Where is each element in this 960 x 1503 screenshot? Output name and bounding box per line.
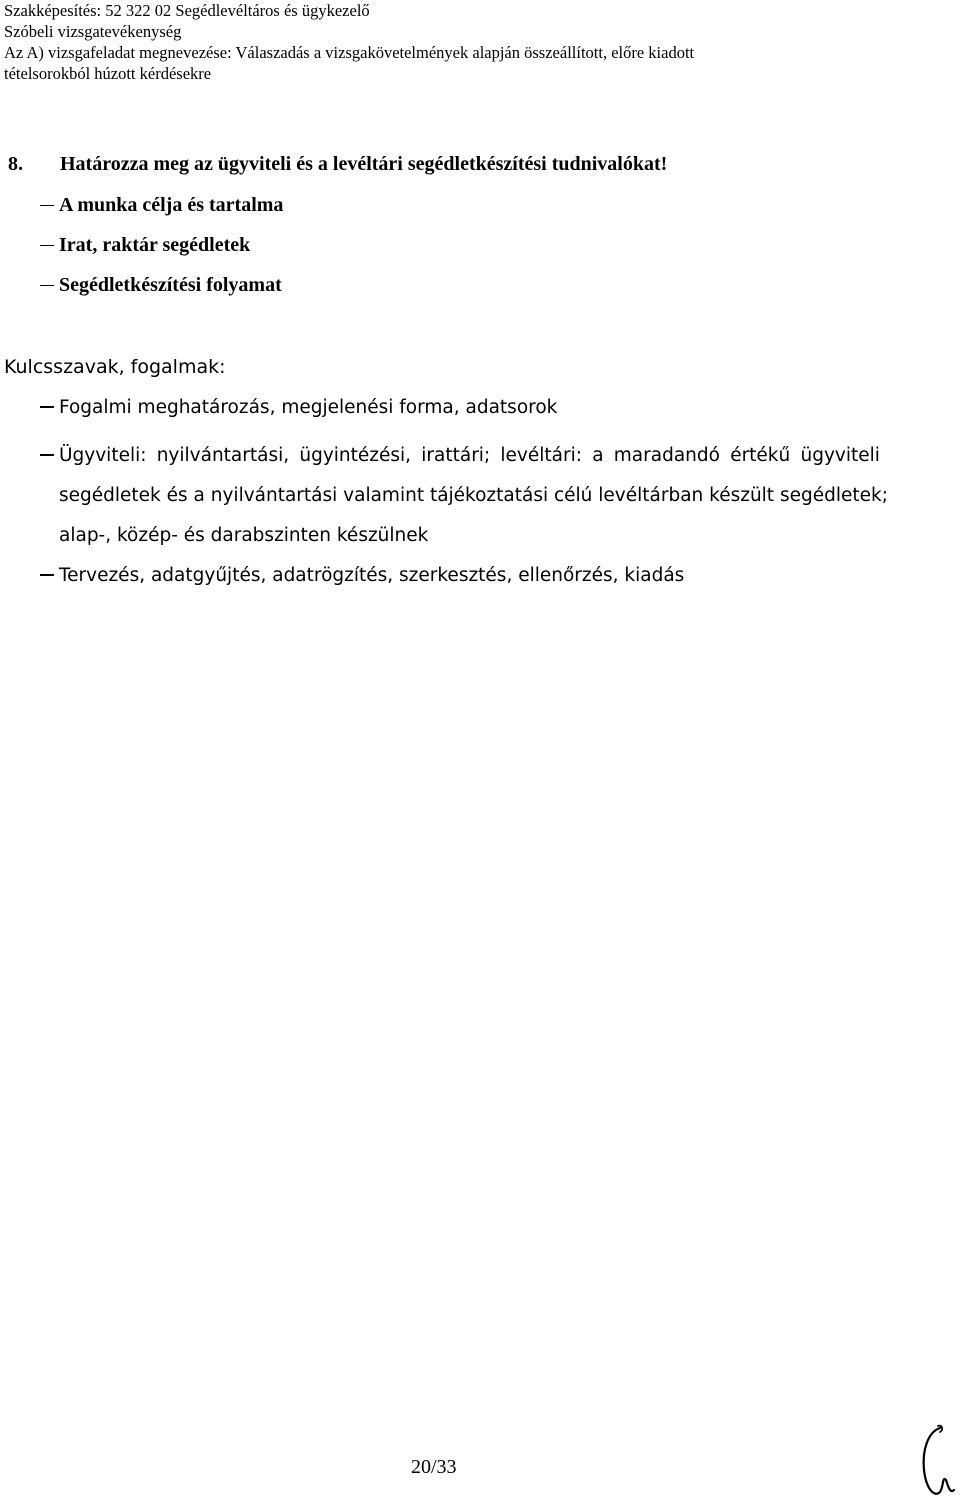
document-header <box>4 0 694 84</box>
keyword-word: Ügyviteli: <box>40 436 146 476</box>
keyword-word: ügyviteli <box>800 445 880 466</box>
question-item-text: A munka célja és tartalma <box>59 194 284 216</box>
question-item <box>40 234 250 257</box>
question-item <box>40 274 282 297</box>
question-item-text: Segédletkészítési folyamat <box>59 274 282 296</box>
keyword-word: levéltári: <box>500 445 582 466</box>
keyword-item-text: Tervezés, adatgyűjtés, adatrögzítés, szerkesztés, ellenőrzés, kiadás <box>59 565 685 586</box>
keyword-item <box>40 397 557 418</box>
keyword-item-text: Fogalmi meghatározás, megjelenési forma, adatsorok <box>59 397 558 418</box>
question-item-text: Irat, raktár segédletek <box>59 234 251 256</box>
keyword-line: segédletek és a nyilvántartási valamint tájékoztatási célú levéltárban készült segédletek; <box>59 485 888 506</box>
dash-bullet <box>40 454 54 456</box>
keyword-line-justified <box>40 436 880 476</box>
header-task-name-cont: tételsorokból húzott kérdésekre <box>4 64 212 83</box>
keyword-word: értékű <box>730 445 791 466</box>
dash-bullet <box>40 285 54 287</box>
keyword-word: a <box>592 445 604 466</box>
header-qualification: Szakképesítés: 52 322 02 Segédlevéltáros és ügykezelő <box>4 1 370 20</box>
keyword-word: irattári; <box>421 445 491 466</box>
keyword-line: alap-, közép- és darabszinten készülnek <box>59 525 429 546</box>
question-number: 8. <box>8 153 23 175</box>
keyword-item <box>40 556 880 596</box>
keyword-word: nyilvántartási, <box>156 445 290 466</box>
keyword-word: ügyintézési, <box>299 445 412 466</box>
dash-bullet <box>40 205 54 207</box>
keywords-heading: Kulcsszavak, fogalmak: <box>4 356 226 378</box>
dash-bullet <box>40 245 54 247</box>
question-text: Határozza meg az ügyviteli és a levéltári segédletkészítési tudnivalókat! <box>60 153 668 175</box>
header-exam-type: Szóbeli vizsgatevékenység <box>4 22 182 41</box>
keyword-word: maradandó <box>613 445 720 466</box>
header-task-name: Az A) vizsgafeladat megnevezése: Válaszadás a vizsgakövetelmények alapján összeállított, előre kiadott <box>4 43 695 62</box>
dash-bullet <box>40 406 54 408</box>
keyword-item-multiline <box>40 436 888 596</box>
signature-mark <box>918 1420 958 1500</box>
page-number: 20/33 <box>411 1456 457 1478</box>
dash-bullet <box>40 574 54 576</box>
question-item <box>40 194 283 217</box>
question-title <box>8 153 667 176</box>
